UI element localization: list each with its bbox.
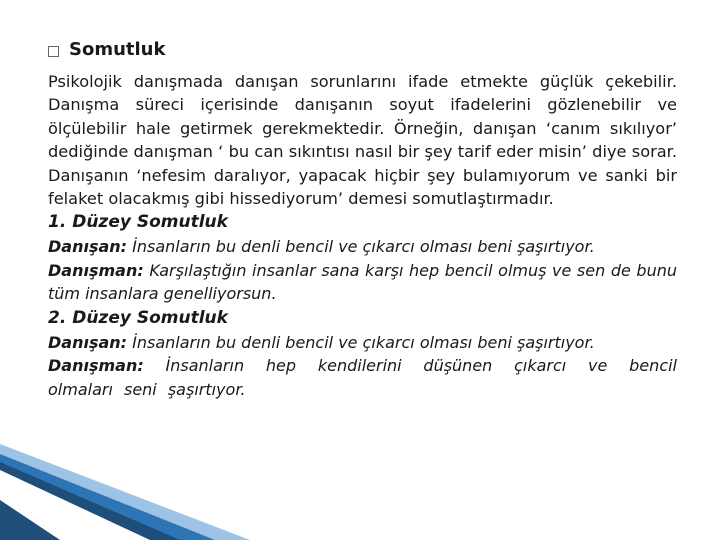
counselor-statement: İnsanların hep kendilerini düşünen çıkarcı ve bencil olmaları seni şaşırtıyor. [48,356,677,399]
level-2-title: 2. Düzey Somutluk [48,307,228,328]
level-1-title: 1. Düzey Somutluk [48,212,228,233]
counselor-speaker-label: Danışman: [48,260,144,280]
level-2-counselor-line [48,354,677,401]
heading-title: Somutluk [69,39,166,60]
intro-paragraph: Psikolojik danışmada danışan sorunlarını ifade etmekte güçlük çekebilir. Danışma süreci içerisinde danışanın soyut ifadelerini gözlenebilir ve ölçülebilir hale getirmek gerekmektedir. Örneğin, danışan ‘canım sıkılıyor’ dediğinde danışman ‘ bu can sıkıntısı nasıl bir şey tarif eder misin’ diye sorar. Danışanın ‘nefesim daralıyor, yapacak hiçbir şey bulamıyorum ve sanki bir felaket olacakmış gibi hissediyorum’ demesi somutlaştırmadır. [48,72,677,209]
slide-decoration-swoosh [0,440,720,540]
counselor-statement: Karşılaştığın insanlar sana karşı hep bencil olmuş ve sen de bunu tüm insanlara genelliyorsun. [48,260,677,304]
level-1-client-line [48,235,677,259]
client-statement: İnsanların bu denli bencil ve çıkarcı olması beni şaşırtıyor. [127,237,595,257]
square-bullet-icon [48,46,59,57]
slide-body [48,70,677,401]
level-2-client-line [48,331,677,355]
counselor-speaker-label: Danışman: [48,356,144,376]
level-1-counselor-line [48,259,677,306]
client-statement: İnsanların bu denli bencil ve çıkarcı olması beni şaşırtıyor. [127,332,595,352]
client-speaker-label: Danışan: [48,332,128,352]
slide-heading [48,38,165,62]
client-speaker-label: Danışan: [48,237,128,257]
